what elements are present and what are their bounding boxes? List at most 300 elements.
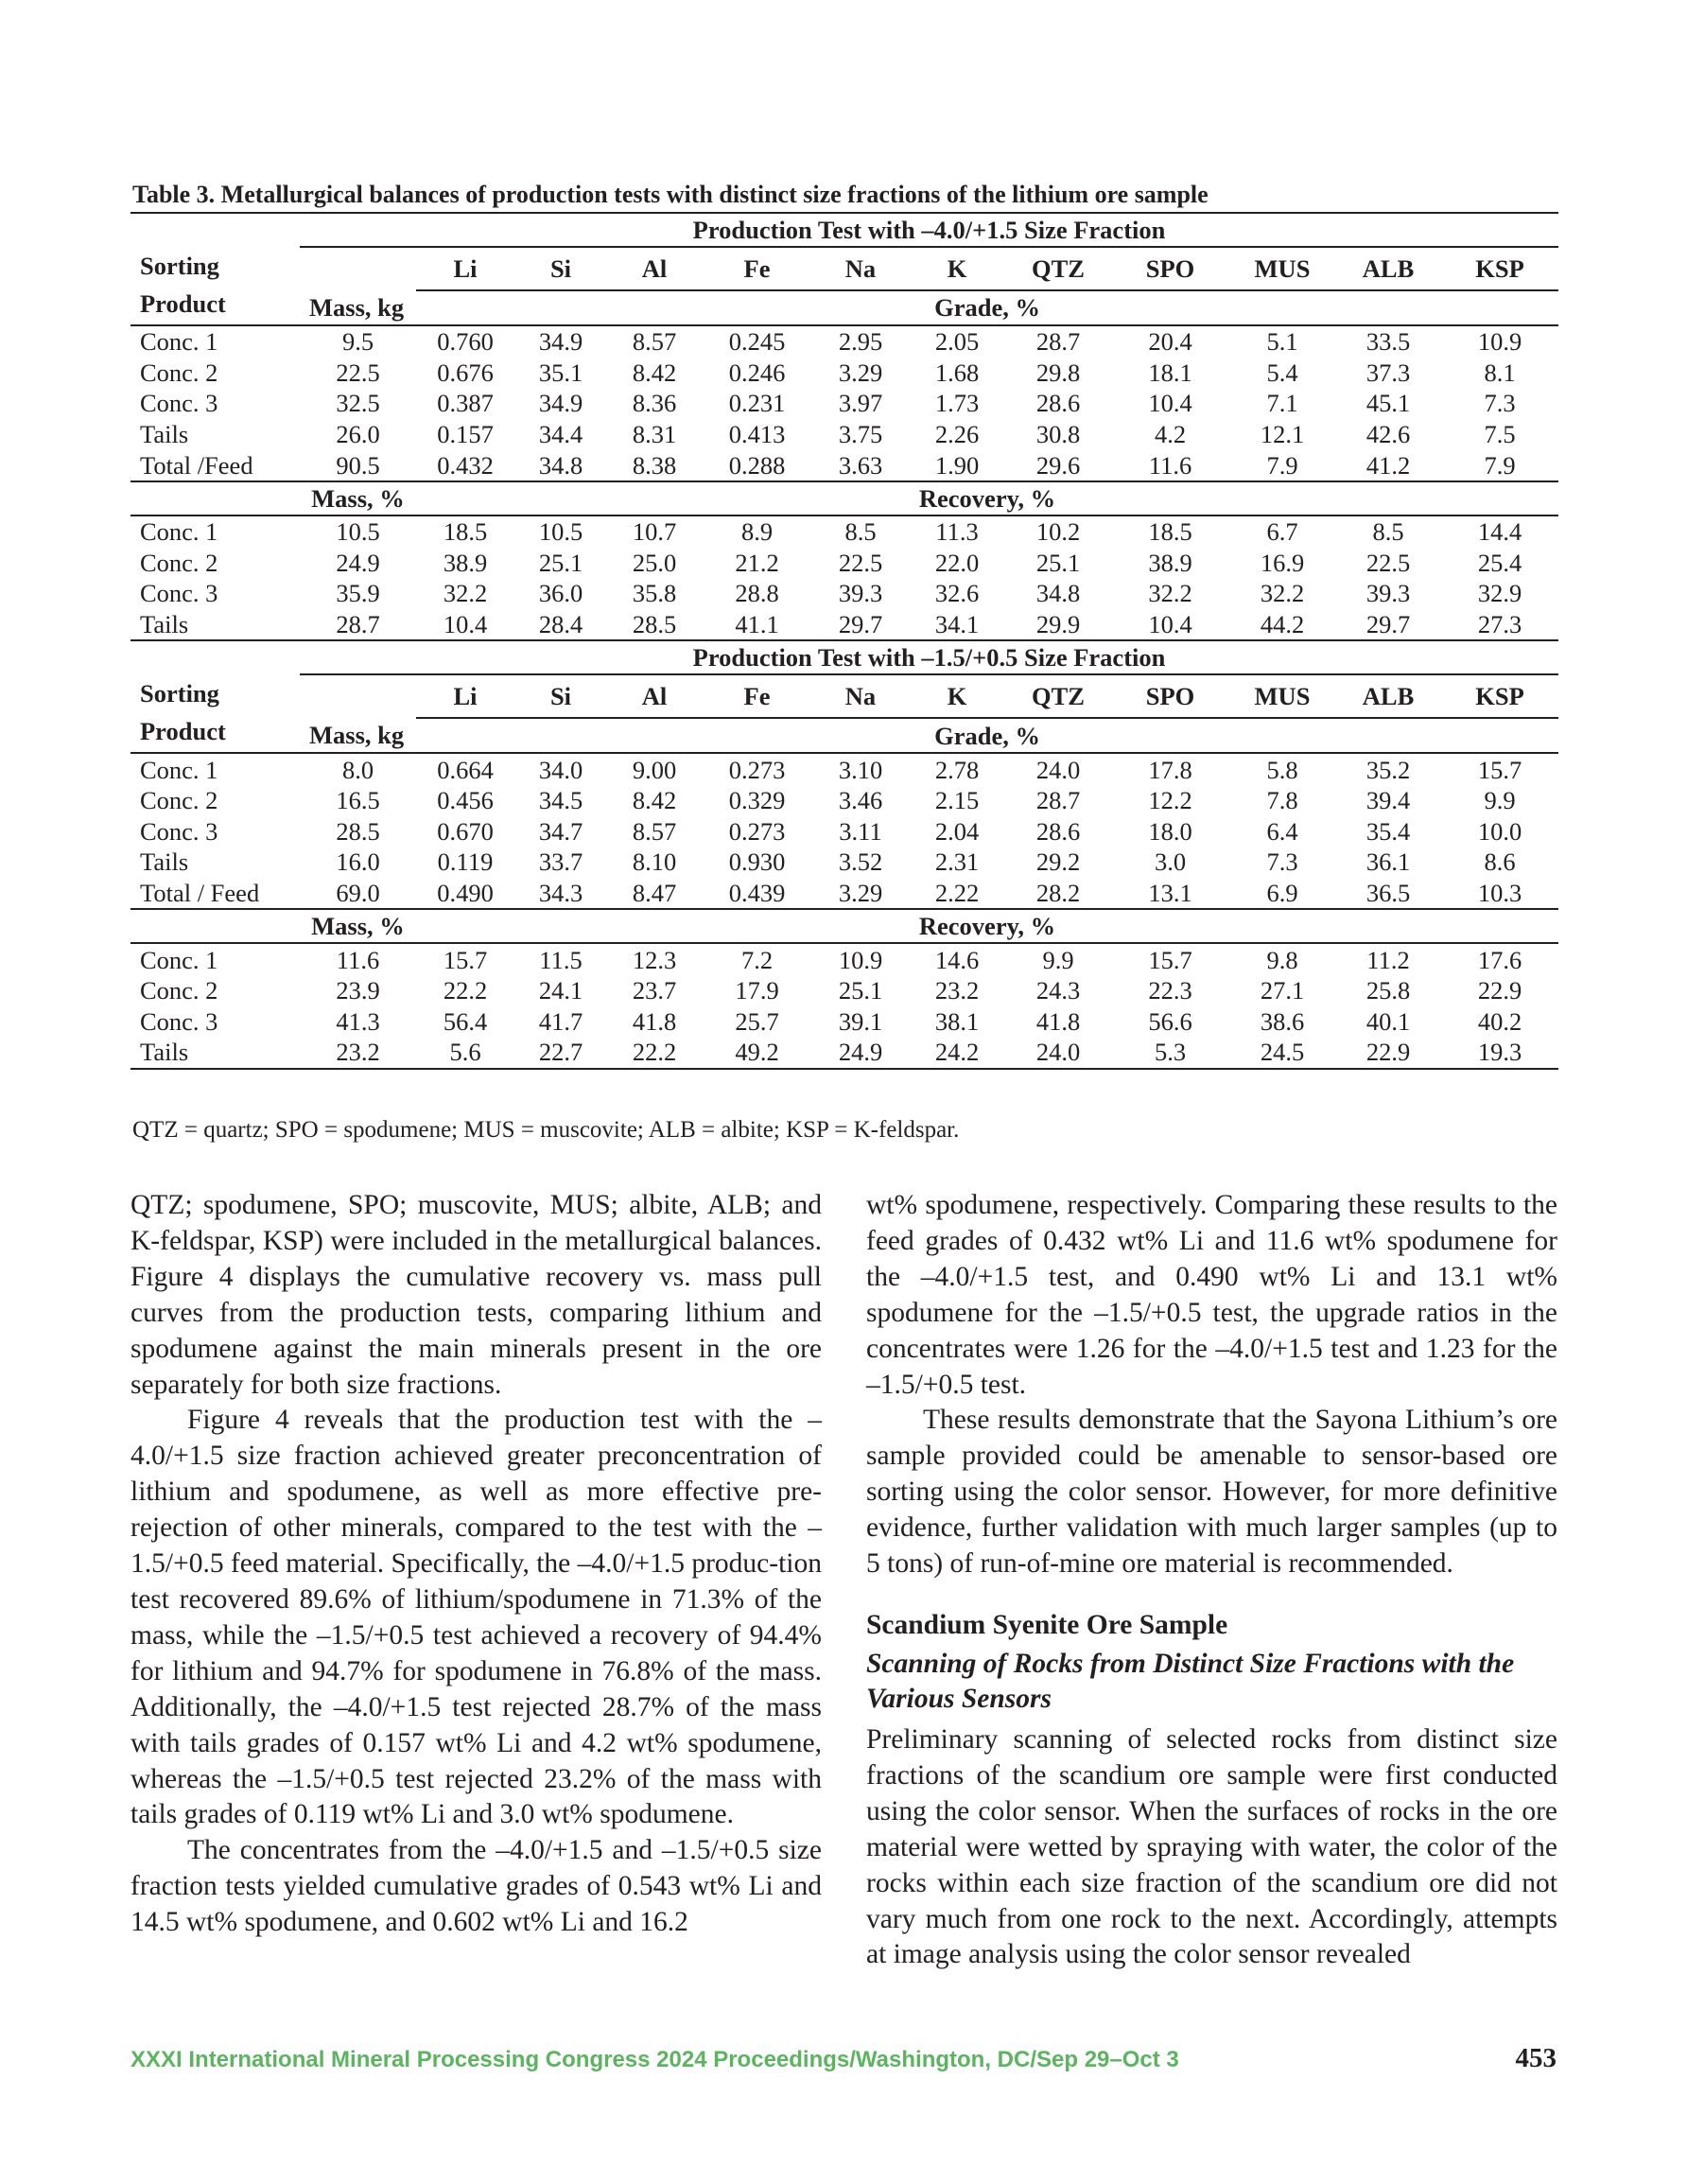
value-cell: 3.97 (838, 389, 883, 418)
column-header: SPO (1111, 247, 1229, 290)
table-row (130, 975, 1558, 1006)
value-cell: 10.9 (838, 945, 883, 974)
mass-cell: 8.0 (341, 755, 374, 784)
column-header: Si (514, 247, 607, 290)
table-row (130, 674, 1558, 718)
value-cell: 17.6 (1477, 945, 1522, 974)
table-row (130, 909, 1558, 943)
value-cell: 38.6 (1260, 1006, 1305, 1036)
value-cell: 56.6 (1148, 1006, 1192, 1036)
value-cell: 32.2 (443, 579, 488, 608)
value-cell: 2.15 (934, 786, 980, 815)
value-cell: 1.68 (934, 358, 980, 387)
value-cell: 12.2 (1148, 786, 1192, 815)
value-cell: 0.288 (702, 449, 812, 481)
value-cell: 6.4 (1266, 816, 1298, 846)
value-cell: 0.387 (437, 389, 494, 418)
value-cell: 44.2 (1229, 609, 1335, 641)
value-cell: 0.930 (728, 847, 786, 877)
value-cell: 2.31 (934, 847, 980, 877)
product-cell: Conc. 3 (140, 389, 218, 418)
table-row (130, 358, 1558, 389)
value-cell: 34.8 (514, 449, 607, 481)
value-cell: 8.42 (632, 786, 677, 815)
value-cell: 3.29 (812, 878, 909, 910)
value-cell: 25.0 (632, 548, 677, 577)
value-cell: 12.1 (1260, 420, 1305, 449)
column-header: MUS (1229, 674, 1335, 718)
value-cell: 32.9 (1477, 579, 1522, 608)
value-cell: 7.3 (1484, 389, 1516, 418)
value-cell: 37.3 (1365, 358, 1411, 387)
value-cell: 34.9 (538, 389, 583, 418)
value-cell: 10.4 (1148, 389, 1192, 418)
column-header: Fe (702, 247, 812, 290)
paragraph: The concentrates from the –4.0/+1.5 and –1.5/+0.5 size fraction tests yielded cumulative grades of 0.543 wt% Li and 14.5 wt% spodumene, and 0.602 wt% Li and 16.2 (130, 1835, 822, 1938)
mass-cell: 32.5 (336, 389, 380, 418)
value-cell: 1.90 (909, 449, 1005, 481)
value-cell: 24.5 (1229, 1037, 1335, 1069)
mass-cell: 22.5 (336, 358, 380, 387)
value-cell: 0.231 (728, 389, 786, 418)
table-row (130, 847, 1558, 878)
value-cell: 25.1 (538, 548, 583, 577)
column-header: SPO (1111, 674, 1229, 718)
subsection-heading: Scanning of Rocks from Distinct Size Fractions with the Various Sensors (866, 1648, 1515, 1714)
value-cell: 28.6 (1035, 816, 1081, 846)
value-cell: 33.7 (538, 847, 583, 877)
value-cell: 34.3 (514, 878, 607, 910)
section-title: Production Test with –4.0/+1.5 Size Fraction (300, 213, 1558, 247)
value-cell: 29.6 (1005, 449, 1111, 481)
value-cell: 28.8 (735, 579, 779, 608)
value-cell: 22.9 (1477, 976, 1522, 1005)
value-cell: 28.5 (607, 609, 702, 641)
column-header: KSP (1441, 674, 1558, 718)
value-cell: 0.246 (728, 358, 786, 387)
value-cell: 0.439 (702, 878, 812, 910)
value-cell: 22.9 (1335, 1037, 1441, 1069)
product-label: Product (140, 289, 226, 318)
table-row (130, 609, 1558, 641)
value-cell: 39.1 (838, 1006, 883, 1036)
product-cell: Tails (130, 609, 300, 641)
value-cell: 8.47 (607, 878, 702, 910)
table-spacer (300, 674, 416, 718)
mass-cell: 16.0 (336, 847, 380, 877)
value-cell: 18.5 (1148, 517, 1192, 547)
value-cell: 5.3 (1111, 1037, 1229, 1069)
mass-cell: 11.6 (336, 945, 380, 974)
product-cell: Conc. 2 (140, 548, 218, 577)
value-cell: 19.3 (1441, 1037, 1558, 1069)
product-cell: Conc. 3 (140, 579, 218, 608)
product-cell: Total / Feed (130, 878, 300, 910)
paragraph: Preliminary scanning of selected rocks from distinct size fractions of the scandium ore sample were first conducted using the color sensor. When the surfaces of rocks in the ore material were wetted by spraying with water, the color of the rocks within each size fraction of the scandium ore did not vary much from one rock to the next. Accordingly, attempts at image analysis using the color sensor revealed (866, 1723, 1557, 1970)
mass-cell: 41.3 (336, 1006, 380, 1036)
value-cell: 36.0 (538, 579, 583, 608)
table-row (130, 753, 1558, 785)
value-cell: 29.7 (812, 609, 909, 641)
value-cell: 39.3 (838, 579, 883, 608)
mass-cell: 9.5 (341, 327, 374, 357)
value-cell: 1.73 (934, 389, 980, 418)
value-cell: 2.26 (934, 420, 980, 449)
column-header: QTZ (1005, 674, 1111, 718)
table-row (130, 785, 1558, 816)
value-cell: 15.7 (1148, 945, 1192, 974)
mass-cell: 10.5 (336, 517, 380, 547)
value-cell: 36.1 (1365, 847, 1411, 877)
value-cell: 10.2 (1035, 517, 1081, 547)
product-cell: Tails (130, 1037, 300, 1069)
value-cell: 0.273 (728, 755, 786, 784)
value-cell: 41.8 (1035, 1006, 1081, 1036)
value-cell: 11.3 (935, 517, 979, 547)
table-row (130, 247, 1558, 290)
value-cell: 22.2 (443, 976, 488, 1005)
value-cell: 24.0 (1035, 755, 1081, 784)
product-cell: Conc. 2 (140, 786, 218, 815)
grade-header: Grade, % (416, 718, 1558, 753)
table-row (130, 578, 1558, 609)
value-cell: 0.119 (437, 847, 494, 877)
value-cell: 25.8 (1365, 976, 1411, 1005)
value-cell: 28.6 (1035, 389, 1081, 418)
value-cell: 15.7 (1477, 755, 1522, 784)
value-cell: 22.7 (514, 1037, 607, 1069)
mass-cell: 69.0 (300, 878, 416, 910)
value-cell: 11.2 (1366, 945, 1410, 974)
value-cell: 8.31 (632, 420, 677, 449)
value-cell: 10.0 (1477, 816, 1522, 846)
product-cell: Conc. 2 (140, 358, 218, 387)
table-row (130, 213, 1558, 247)
value-cell: 6.7 (1266, 517, 1298, 547)
value-cell: 13.1 (1111, 878, 1229, 910)
value-cell: 39.3 (1365, 579, 1411, 608)
mass-kg-header: Mass, kg (300, 290, 416, 325)
column-header: ALB (1335, 674, 1441, 718)
table-row (130, 419, 1558, 450)
value-cell: 21.2 (735, 548, 779, 577)
table-row (130, 1006, 1558, 1038)
mass-kg-header: Mass, kg (300, 718, 416, 753)
value-cell: 18.5 (443, 517, 488, 547)
value-cell: 10.9 (1477, 327, 1522, 357)
sorting-product-label (130, 247, 300, 325)
value-cell: 41.8 (632, 1006, 677, 1036)
value-cell: 29.2 (1035, 847, 1081, 877)
value-cell: 28.4 (514, 609, 607, 641)
product-cell: Conc. 3 (140, 816, 218, 846)
value-cell: 8.57 (632, 327, 677, 357)
value-cell: 0.432 (416, 449, 514, 481)
value-cell: 34.7 (538, 816, 583, 846)
table-row (130, 943, 1558, 975)
table-caption: Table 3. Metallurgical balances of production tests with distinct size fractions of the lithium ore sample (132, 181, 1209, 208)
column-header: Li (416, 674, 514, 718)
value-cell: 7.3 (1266, 847, 1298, 877)
mass-cell: 90.5 (300, 449, 416, 481)
value-cell: 28.7 (1035, 327, 1081, 357)
value-cell: 10.7 (632, 517, 677, 547)
value-cell: 10.5 (538, 517, 583, 547)
value-cell: 49.2 (702, 1037, 812, 1069)
value-cell: 9.9 (1042, 945, 1074, 974)
mass-pct-header: Mass, % (300, 909, 416, 943)
value-cell: 17.8 (1148, 755, 1192, 784)
metallurgical-balance-table (130, 212, 1558, 1070)
value-cell: 22.5 (838, 548, 883, 577)
value-cell: 41.7 (538, 1006, 583, 1036)
value-cell: 40.2 (1477, 1006, 1522, 1036)
value-cell: 35.1 (538, 358, 583, 387)
column-header: Na (812, 674, 909, 718)
value-cell: 11.6 (1111, 449, 1229, 481)
value-cell: 23.7 (632, 976, 677, 1005)
table-row (130, 640, 1558, 674)
table-row (130, 388, 1558, 419)
value-cell: 38.9 (443, 548, 488, 577)
column-header: Al (607, 247, 702, 290)
table-row (130, 290, 1558, 325)
value-cell: 0.760 (437, 327, 494, 357)
value-cell: 30.8 (1035, 420, 1081, 449)
product-cell: Conc. 3 (140, 1006, 218, 1036)
mass-cell: 23.2 (300, 1037, 416, 1069)
value-cell: 32.2 (1260, 579, 1305, 608)
product-cell: Conc. 1 (140, 755, 218, 784)
column-header: Na (812, 247, 909, 290)
value-cell: 9.8 (1266, 945, 1298, 974)
value-cell: 24.2 (909, 1037, 1005, 1069)
column-header: Al (607, 674, 702, 718)
value-cell: 38.1 (934, 1006, 980, 1036)
value-cell: 22.0 (934, 548, 980, 577)
mass-cell: 24.9 (336, 548, 380, 577)
value-cell: 36.5 (1335, 878, 1441, 910)
value-cell: 25.7 (735, 1006, 779, 1036)
left-column (130, 1188, 822, 1941)
value-cell: 42.6 (1365, 420, 1411, 449)
value-cell: 7.5 (1484, 420, 1516, 449)
value-cell: 7.1 (1266, 389, 1298, 418)
value-cell: 8.10 (632, 847, 677, 877)
mass-cell: 23.9 (336, 976, 380, 1005)
value-cell: 23.2 (934, 976, 980, 1005)
value-cell: 8.9 (740, 517, 774, 547)
table-row (130, 1037, 1558, 1069)
value-cell: 35.2 (1365, 755, 1411, 784)
value-cell: 22.2 (607, 1037, 702, 1069)
value-cell: 32.6 (934, 579, 980, 608)
sorting-product-label (130, 674, 300, 753)
value-cell: 2.78 (934, 755, 980, 784)
value-cell: 34.1 (909, 609, 1005, 641)
value-cell: 5.6 (416, 1037, 514, 1069)
table-footnote: QTZ = quartz; SPO = spodumene; MUS = muscovite; ALB = albite; KSP = K-feldspar. (132, 1117, 960, 1143)
value-cell: 3.52 (838, 847, 883, 877)
value-cell: 0.670 (437, 816, 494, 846)
value-cell: 32.2 (1148, 579, 1192, 608)
value-cell: 29.8 (1035, 358, 1081, 387)
product-cell: Conc. 1 (140, 517, 218, 547)
value-cell: 15.7 (443, 945, 488, 974)
product-cell: Tails (140, 847, 189, 877)
value-cell: 27.1 (1260, 976, 1305, 1005)
value-cell: 2.04 (934, 816, 980, 846)
column-header: Li (416, 247, 514, 290)
value-cell: 0.157 (437, 420, 494, 449)
table-row (130, 449, 1558, 481)
product-cell: Conc. 2 (140, 976, 218, 1005)
value-cell: 17.9 (735, 976, 779, 1005)
value-cell: 8.38 (607, 449, 702, 481)
value-cell: 18.1 (1148, 358, 1192, 387)
value-cell: 3.75 (838, 420, 883, 449)
value-cell: 40.1 (1365, 1006, 1411, 1036)
value-cell: 2.95 (838, 327, 883, 357)
value-cell: 3.46 (838, 786, 883, 815)
value-cell: 3.10 (838, 755, 883, 784)
value-cell: 0.329 (728, 786, 786, 815)
grade-header: Grade, % (416, 290, 1558, 325)
mass-cell: 28.5 (336, 816, 380, 846)
mass-cell: 26.0 (336, 420, 380, 449)
value-cell: 16.9 (1260, 548, 1305, 577)
value-cell: 0.664 (437, 755, 494, 784)
recovery-header: Recovery, % (416, 909, 1558, 943)
paragraph: Figure 4 reveals that the production test with the –4.0/+1.5 size fraction achieved greater preconcentration of lithium and spodumene, as well as more effective pre-rejection of other minerals, compared to the test with the –1.5/+0.5 feed material. Specifically, the –4.0/+1.5 produc-tion test recovered 89.6% of lithium/spodumene in 71.3% of the mass, while the –1.5/+0.5 test achieved a recovery of 94.4% for lithium and 94.7% for spodumene in 76.8% of the mass. Additionally, the –4.0/+1.5 test rejected 28.7% of the mass with tails grades of 0.157 wt% Li and 4.2 wt% spodumene, whereas the –1.5/+0.5 test rejected 23.2% of the mass with tails grades of 0.119 wt% Li and 3.0 wt% spodumene. (130, 1405, 822, 1830)
value-cell: 8.1 (1484, 358, 1516, 387)
paragraph: QTZ; spodumene, SPO; muscovite, MUS; albite, ALB; and K-feldspar, KSP) were included in the metallurgical balances. Figure 4 displays the cumulative recovery vs. mass pull curves from the production tests, comparing lithium and spodumene against the main minerals present in the ore separately for both size fractions. (130, 1190, 822, 1400)
value-cell: 38.9 (1148, 548, 1192, 577)
value-cell: 4.2 (1154, 420, 1187, 449)
value-cell: 34.4 (538, 420, 583, 449)
value-cell: 18.0 (1148, 816, 1192, 846)
value-cell: 0.273 (728, 816, 786, 846)
value-cell: 29.9 (1005, 609, 1111, 641)
value-cell: 10.4 (1111, 609, 1229, 641)
value-cell: 34.0 (538, 755, 583, 784)
mass-cell: 28.7 (300, 609, 416, 641)
table-spacer (130, 640, 300, 674)
table-row (130, 816, 1558, 847)
column-header: KSP (1441, 247, 1558, 290)
value-cell: 7.9 (1229, 449, 1335, 481)
value-cell: 29.7 (1335, 609, 1441, 641)
sorting-label: Sorting (140, 252, 219, 280)
column-header: K (909, 674, 1005, 718)
table-row (130, 481, 1558, 515)
table-row (130, 515, 1558, 548)
value-cell: 41.2 (1335, 449, 1441, 481)
value-cell: 8.57 (632, 816, 677, 846)
section-title: Production Test with –1.5/+0.5 Size Fraction (300, 640, 1558, 674)
value-cell: 34.9 (538, 327, 583, 357)
value-cell: 0.490 (416, 878, 514, 910)
value-cell: 7.2 (740, 945, 774, 974)
table-spacer (130, 909, 300, 943)
value-cell: 9.00 (632, 755, 677, 784)
product-cell: Conc. 1 (140, 327, 218, 357)
value-cell: 0.456 (437, 786, 494, 815)
column-header: Fe (702, 674, 812, 718)
paragraph: These results demonstrate that the Sayona Lithium’s ore sample provided could be amenable to sensor-based ore sorting using the color sensor. However, for more definitive evidence, further validation with much larger samples (up to 5 tons) of run-of-mine ore material is recommended. (866, 1405, 1557, 1580)
mass-cell: 35.9 (336, 579, 380, 608)
value-cell: 25.1 (1035, 548, 1081, 577)
mass-cell: 16.5 (336, 786, 380, 815)
value-cell: 34.8 (1035, 579, 1081, 608)
value-cell: 45.1 (1365, 389, 1411, 418)
value-cell: 11.5 (539, 945, 583, 974)
value-cell: 25.1 (838, 976, 883, 1005)
value-cell: 8.5 (844, 517, 877, 547)
value-cell: 14.6 (934, 945, 980, 974)
value-cell: 12.3 (632, 945, 677, 974)
value-cell: 7.8 (1266, 786, 1298, 815)
table-row (130, 718, 1558, 753)
value-cell: 10.3 (1441, 878, 1558, 910)
value-cell: 8.36 (632, 389, 677, 418)
product-cell: Tails (140, 420, 189, 449)
value-cell: 28.2 (1005, 878, 1111, 910)
recovery-header: Recovery, % (416, 481, 1558, 515)
table-spacer (130, 481, 300, 515)
value-cell: 7.9 (1441, 449, 1558, 481)
value-cell: 25.4 (1477, 548, 1522, 577)
product-label: Product (140, 717, 226, 746)
product-cell: Conc. 1 (140, 945, 218, 974)
value-cell: 3.29 (838, 358, 883, 387)
table-spacer (130, 213, 300, 247)
value-cell: 3.11 (839, 816, 882, 846)
value-cell: 2.05 (934, 327, 980, 357)
value-cell: 27.3 (1441, 609, 1558, 641)
table-row (130, 878, 1558, 910)
column-header: MUS (1229, 247, 1335, 290)
value-cell: 22.3 (1148, 976, 1192, 1005)
value-cell: 20.4 (1148, 327, 1192, 357)
value-cell: 41.1 (702, 609, 812, 641)
value-cell: 2.22 (909, 878, 1005, 910)
table-row (130, 548, 1558, 579)
table-spacer (300, 247, 416, 290)
value-cell: 24.3 (1035, 976, 1081, 1005)
value-cell: 9.9 (1484, 786, 1516, 815)
value-cell: 8.6 (1484, 847, 1516, 877)
value-cell: 8.42 (632, 358, 677, 387)
value-cell: 8.5 (1372, 517, 1404, 547)
value-cell: 39.4 (1365, 786, 1411, 815)
value-cell: 6.9 (1229, 878, 1335, 910)
value-cell: 5.1 (1266, 327, 1298, 357)
page-footer (130, 2043, 1558, 2077)
table-row (130, 325, 1558, 358)
value-cell: 10.4 (416, 609, 514, 641)
value-cell: 34.5 (538, 786, 583, 815)
value-cell: 0.245 (728, 327, 786, 357)
value-cell: 28.7 (1035, 786, 1081, 815)
value-cell: 14.4 (1477, 517, 1522, 547)
value-cell: 3.63 (812, 449, 909, 481)
paragraph: wt% spodumene, respectively. Comparing these results to the feed grades of 0.432 wt% Li and 11.6 wt% spodumene for the –4.0/+1.5 test, and 0.490 wt% Li and 13.1 wt% spodumene for the –1.5/+0.5 test, the upgrade ratios in the concentrates were 1.26 for the –4.0/+1.5 test and 1.23 for the –1.5/+0.5 test. (866, 1190, 1557, 1400)
value-cell: 22.5 (1365, 548, 1411, 577)
section-heading: Scandium Syenite Ore Sample (866, 1609, 1228, 1640)
value-cell: 0.676 (437, 358, 494, 387)
sorting-label: Sorting (140, 679, 219, 708)
